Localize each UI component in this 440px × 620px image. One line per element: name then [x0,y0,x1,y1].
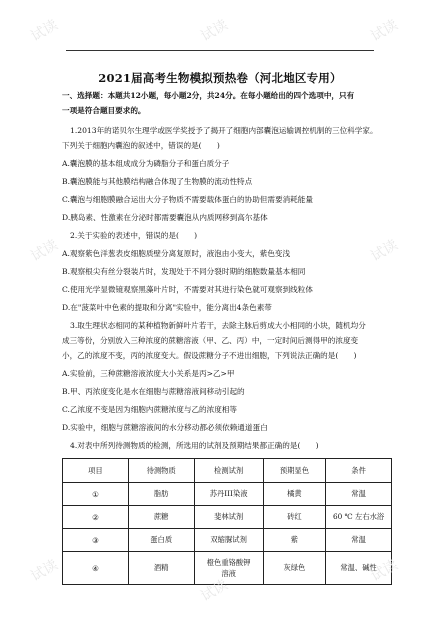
q3-option-d: D.实验中，细胞与蔗糖溶液间的水分移动都必须依赖通道蛋白 [62,423,268,432]
table-row [63,483,392,506]
watermark: 试读 [28,236,61,265]
table-cell: 双缩脲试剂 [194,529,263,552]
section-header-label: 一、选择题： [62,91,108,100]
watermark: 试读 [198,576,231,605]
watermark: 试读 [368,16,401,45]
table-cell: 常温 [326,529,392,552]
q2-stem: 2.关于实验的表述中，错误的是( ) [70,231,198,240]
q2-option-b: B.观察根尖有丝分裂装片时，发现处于不同分裂时期的细胞数量基本相同 [62,267,306,276]
table-cell: ② [63,506,129,529]
q1-option-a: A.囊泡膜的基本组成成分为磷脂分子和蛋白质分子 [62,159,230,168]
table-cell: 灰绿色 [263,552,326,585]
q3-stem-line2: 成三等份，分别放入三种浓度的蔗糖溶液（甲、乙、丙）中，一定时间后测得甲的浓度变 [62,336,359,345]
watermark: 试读 [28,556,61,585]
table-cell: 砖红 [263,506,326,529]
table-cell: 斐林试剂 [194,506,263,529]
table-cell: 蛋白质 [128,529,194,552]
table-cell: 常温 [326,483,392,506]
table-row [63,552,392,585]
watermark: 试读 [28,16,61,45]
section-header-line1 [62,91,392,101]
section-header-line2: 一项是符合题目要求的。 [62,106,146,115]
table-header-cell: 预期显色 [263,459,326,483]
q2-option-c: C.使用光学显微镜观察黑藻叶片时，不需要对其进行染色就可观察到线粒体 [62,285,313,294]
table-header-cell: 项目 [63,459,129,483]
q2-option-a: A.观察紫色洋葱表皮细胞质壁分离复原时，液泡由小变大，紫色变浅 [62,249,291,258]
header-rule [66,50,374,51]
watermark: 试读 [368,236,401,265]
table-row [63,506,392,529]
q1-option-c: C.囊泡与细胞膜融合运出大分子物质不需要载体蛋白的协助但需要消耗能量 [62,195,313,204]
table-cell: 紫 [263,529,326,552]
table-header-cell: 检测试剂 [194,459,263,483]
exam-title: 2021届高考生物模拟预热卷（河北地区专用） [98,71,342,85]
table-cell: 常温、碱性 [326,552,392,585]
table-cell: 蔗糖 [128,506,194,529]
table-cell: ① [63,483,129,506]
q1-stem-line1: 1.2013年的诺贝尔生理学或医学奖授予了揭开了细胞内部囊泡运输调控机制的三位科学家。 [70,126,378,135]
q3-stem-line3: 小，乙的浓度不变，丙的浓度变大。假设蔗糖分子不进出细胞，下列说法正确的是( ) [62,351,357,360]
table-cell: 橘黄 [263,483,326,506]
table-cell: ④ [63,552,129,585]
table-cell: 橙色重铬酸钾溶液 [194,552,263,585]
q2-option-d: D.在"菠菜叶中色素的提取和分离"实验中，能分离出4条色素带 [62,303,272,312]
q4-table [62,458,392,585]
q3-option-b: B.甲、丙浓度变化是水在细胞与蔗糖溶液间移动引起的 [62,387,245,396]
section-header-text: 本题共12小题，每小题2分，共24分。在每小题给出的四个选项中，只有 [107,91,355,100]
table-header-cell: 待测物质 [128,459,194,483]
table-cell: 脂肪 [128,483,194,506]
q1-option-d: D.胰岛素、性激素在分泌时都需要囊泡从内质网移到高尔基体 [62,213,268,222]
q1-option-b: B.囊泡膜能与其他膜结构融合体现了生物膜的流动性特点 [62,177,253,186]
q1-stem-line2: 下列关于细胞内囊泡的叙述中，错误的是( ) [62,141,220,150]
q3-option-a: A.实验前，三种蔗糖溶液浓度大小关系是丙>乙>甲 [62,369,235,378]
table-cell: 60 ℃ 左右水浴 [326,506,392,529]
table-cell: 酒精 [128,552,194,585]
watermark: 试读 [198,16,231,45]
table-cell: ③ [63,529,129,552]
table-row [63,529,392,552]
q3-stem-line1: 3.取生理状态相同的某种植物新鲜叶片若干，去除主脉后剪成大小相同的小块，随机均分 [70,321,366,330]
table-header-row [63,459,392,483]
table-cell: 苏丹III染液 [194,483,263,506]
q3-option-c: C.乙浓度不变是因为细胞内蔗糖浓度与乙的浓度相等 [62,405,238,414]
q4-stem: 4.对表中所列待测物质的检测，所选用的试剂及预期结果都正确的是( ) [70,441,319,450]
watermark: 试读 [368,556,401,585]
table-header-cell: 条件 [326,459,392,483]
